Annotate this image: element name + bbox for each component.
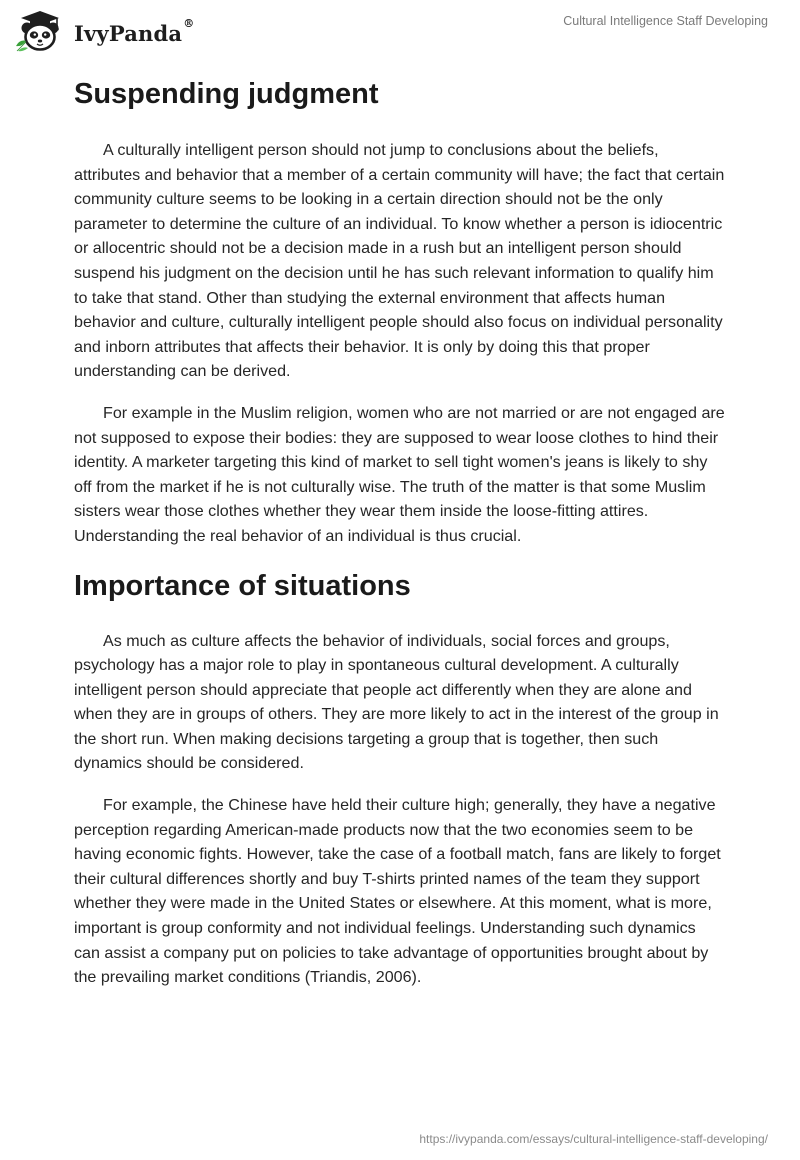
- logo-wordmark: IvyPanda®: [74, 16, 195, 46]
- document-title: Cultural Intelligence Staff Developing: [563, 14, 768, 28]
- paragraph: For example in the Muslim religion, women who are not married or are not engaged are not supposed to expose their bodies: they are supposed to wear loose clothes to hind their identity. A marketer targeting this kind of market to sell tight women's jeans is likely to shy off from the market if he is not culturally wise. The truth of the matter is that some Muslim sisters wear those clothes whether they wear them inside the loose-fitting attires. Understanding the real behavior of an individual is thus crucial.: [74, 403, 725, 545]
- paragraph: For example, the Chinese have held their culture high; generally, they have a negative perception regarding American-made products now that the two economies seem to be having economic fights. However, take the case of a football match, fans are likely to forget their cultural differences shortly and buy T-shirts printed names of the team they support whether they were made in the United States or elsewhere. At this moment, what is more, important is group conformity and not individual feelings. Understanding such dynamics can assist a company put on policies to take advantage of opportunities brought about by the prevailing market conditions (Triandis, 2006).: [74, 796, 721, 987]
- paragraph: A culturally intelligent person should not jump to conclusions about the beliefs, attributes and behavior that a member of a certain community will have; the fact that certain community culture seems to be looking in a certain direction should not be the only parameter to determine the culture of an individual. To know whether a person is idiocentric or allocentric should not be a decision made in a rush but an intelligent person should suspend his judgment on the decision until he has such relevant information to qualify him to take that stand. Other than studying the external environment that affects human behavior and culture, culturally intelligent people should also focus on individual personality and inborn attributes that affects their behavior. It is only by doing this that proper understanding can be derived.: [74, 141, 725, 381]
- section-heading: Suspending judgment: [74, 78, 379, 110]
- panda-logo-icon: [14, 10, 66, 52]
- ivypanda-logo[interactable]: [14, 10, 194, 52]
- footer-source-url[interactable]: https://ivypanda.com/essays/cultural-intelligence-staff-developing/: [419, 1132, 768, 1146]
- paragraph: As much as culture affects the behavior of individuals, social forces and groups, psychology has a major role to play in spontaneous cultural development. A culturally intelligent person should appreciate that people act differently when they are alone and when they are in groups of others. They are more likely to act in the interest of the group in the short run. When making decisions targeting a group that is together, then such dynamics should be considered.: [74, 631, 719, 773]
- essay-content: [74, 70, 726, 1007]
- section-heading: Importance of situations: [74, 569, 411, 602]
- page-header: [0, 0, 800, 60]
